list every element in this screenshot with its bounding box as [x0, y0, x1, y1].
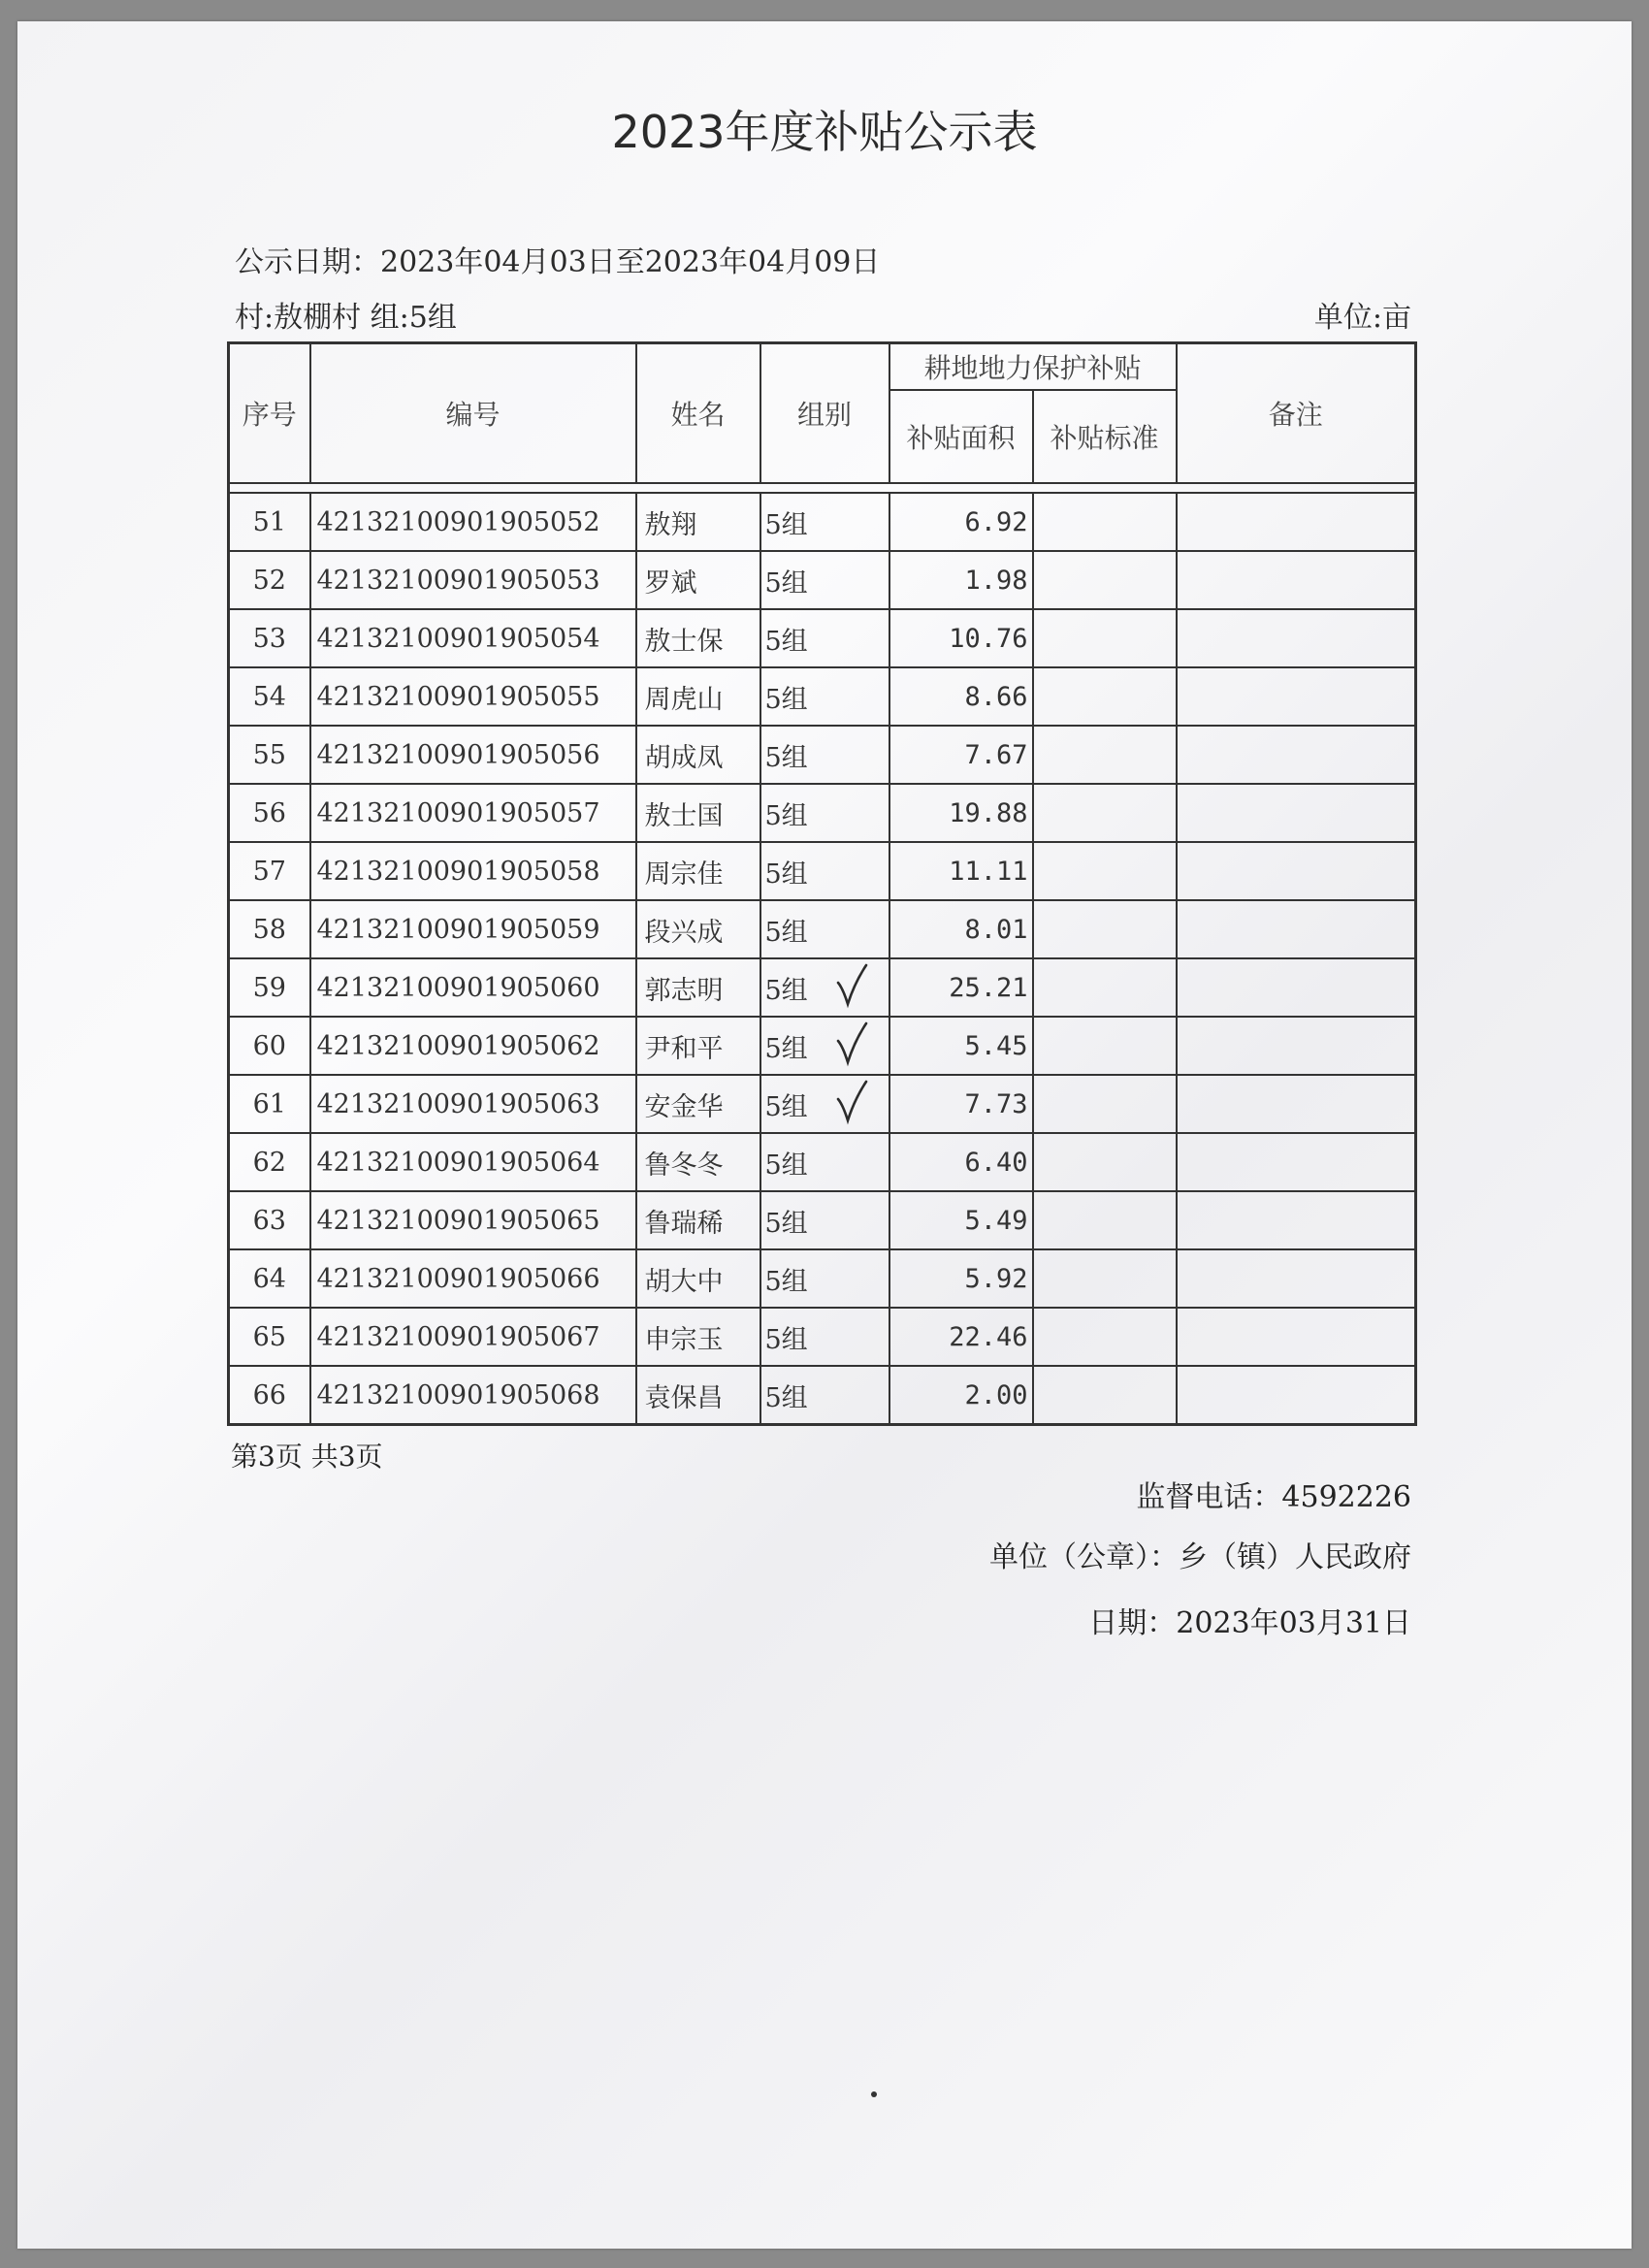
- cell-group: [760, 1075, 889, 1133]
- cell-area-text: 2.00: [964, 1379, 1028, 1410]
- cell-id-text: 42132100901905062: [316, 1030, 600, 1061]
- cell-seq: [229, 1191, 310, 1249]
- cell-seq-text: 66: [252, 1379, 286, 1410]
- cell-area: [889, 1075, 1033, 1133]
- cell-name-text: 胡大中: [644, 1266, 724, 1297]
- cell-remark: [1177, 726, 1416, 784]
- cell-standard: [1033, 900, 1177, 958]
- table-row: [229, 1308, 1416, 1366]
- cell-seq-text: 52: [252, 565, 286, 596]
- cell-id-text: 42132100901905056: [316, 739, 600, 770]
- cell-standard: [1033, 493, 1177, 551]
- cell-area-text: 11.11: [949, 856, 1028, 887]
- cell-group-text: 5组: [764, 742, 808, 773]
- document-title: 2023年度补贴公示表: [611, 106, 1038, 158]
- cell-name-text: 申宗玉: [644, 1324, 724, 1355]
- cell-remark: [1177, 667, 1416, 726]
- cell-standard: [1033, 1308, 1177, 1366]
- cell-area: [889, 667, 1033, 726]
- table-row: [229, 900, 1416, 958]
- cell-area-text: 5.92: [964, 1263, 1028, 1294]
- cell-group-text: 5组: [764, 859, 808, 890]
- cell-name: [636, 1191, 760, 1249]
- cell-remark: [1177, 1366, 1416, 1425]
- cell-seq: [229, 667, 310, 726]
- cell-area: [889, 1017, 1033, 1075]
- cell-name-text: 段兴成: [644, 917, 724, 948]
- village-group-info: 村:敖棚村 组:5组: [235, 301, 457, 335]
- cell-id: [310, 1366, 636, 1425]
- cell-area: [889, 493, 1033, 551]
- cell-id: [310, 1191, 636, 1249]
- header-gap: [229, 483, 1416, 493]
- cell-name: [636, 726, 760, 784]
- cell-seq: [229, 609, 310, 667]
- cell-group: [760, 667, 889, 726]
- cell-group: [760, 726, 889, 784]
- cell-seq-text: 55: [252, 739, 286, 770]
- header-name: 姓名: [636, 343, 760, 484]
- cell-id-text: 42132100901905054: [316, 623, 600, 654]
- cell-area-text: 8.66: [964, 681, 1028, 712]
- cell-id: [310, 900, 636, 958]
- cell-seq-text: 63: [252, 1205, 286, 1236]
- cell-remark: [1177, 900, 1416, 958]
- header-group: 组别: [760, 343, 889, 484]
- cell-seq: [229, 1017, 310, 1075]
- cell-name: [636, 1366, 760, 1425]
- cell-area: [889, 726, 1033, 784]
- checkmark-icon: [835, 961, 868, 1010]
- cell-name-text: 袁保昌: [644, 1382, 724, 1413]
- cell-seq: [229, 1366, 310, 1425]
- table-row: [229, 667, 1416, 726]
- cell-id-text: 42132100901905057: [316, 797, 600, 828]
- cell-remark: [1177, 1075, 1416, 1133]
- cell-seq-text: 51: [252, 506, 286, 537]
- cell-group: [760, 1366, 889, 1425]
- cell-name: [636, 1133, 760, 1191]
- cell-standard: [1033, 1366, 1177, 1425]
- cell-name: [636, 958, 760, 1017]
- subsidy-table: [227, 341, 1417, 1426]
- cell-id: [310, 1308, 636, 1366]
- cell-remark: [1177, 842, 1416, 900]
- cell-area: [889, 784, 1033, 842]
- cell-remark: [1177, 958, 1416, 1017]
- cell-name: [636, 900, 760, 958]
- cell-name-text: 罗斌: [644, 567, 697, 599]
- cell-id: [310, 958, 636, 1017]
- cell-name-text: 安金华: [644, 1091, 724, 1122]
- cell-id: [310, 493, 636, 551]
- cell-area-text: 6.92: [964, 506, 1028, 537]
- cell-name: [636, 1308, 760, 1366]
- cell-group: [760, 1133, 889, 1191]
- cell-id: [310, 784, 636, 842]
- cell-id: [310, 1133, 636, 1191]
- cell-standard: [1033, 842, 1177, 900]
- cell-id-text: 42132100901905066: [316, 1263, 600, 1294]
- cell-name: [636, 1249, 760, 1308]
- cell-standard: [1033, 1191, 1177, 1249]
- cell-area: [889, 1133, 1033, 1191]
- cell-area: [889, 1366, 1033, 1425]
- cell-area-text: 7.73: [964, 1088, 1028, 1119]
- cell-standard: [1033, 784, 1177, 842]
- cell-id-text: 42132100901905067: [316, 1321, 600, 1352]
- cell-id-text: 42132100901905063: [316, 1088, 600, 1119]
- cell-seq-text: 65: [252, 1321, 286, 1352]
- cell-name: [636, 667, 760, 726]
- cell-area: [889, 842, 1033, 900]
- cell-name-text: 胡成凤: [644, 742, 724, 773]
- cell-id-text: 42132100901905064: [316, 1147, 600, 1178]
- cell-group: [760, 1191, 889, 1249]
- cell-group: [760, 900, 889, 958]
- table-row: [229, 551, 1416, 609]
- cell-name: [636, 1075, 760, 1133]
- header-standard: 补贴标准: [1033, 390, 1177, 483]
- cell-group-text: 5组: [764, 1324, 808, 1355]
- checkmark-icon: [835, 1020, 868, 1068]
- cell-area: [889, 958, 1033, 1017]
- cell-group-text: 5组: [764, 1091, 808, 1122]
- cell-standard: [1033, 1075, 1177, 1133]
- table-row: [229, 1075, 1416, 1133]
- cell-standard: [1033, 958, 1177, 1017]
- cell-seq-text: 64: [252, 1263, 286, 1294]
- cell-seq: [229, 493, 310, 551]
- cell-area-text: 5.45: [964, 1030, 1028, 1061]
- cell-id-text: 42132100901905059: [316, 914, 600, 945]
- cell-seq: [229, 1249, 310, 1308]
- cell-area-text: 25.21: [949, 972, 1028, 1003]
- table-row: [229, 1133, 1416, 1191]
- header-id: 编号: [310, 343, 636, 484]
- cell-name-text: 郭志明: [644, 975, 724, 1006]
- cell-id-text: 42132100901905055: [316, 681, 600, 712]
- page-indicator: 第3页 共3页: [231, 1441, 383, 1473]
- cell-remark: [1177, 551, 1416, 609]
- cell-name: [636, 609, 760, 667]
- cell-remark: [1177, 1191, 1416, 1249]
- cell-standard: [1033, 1133, 1177, 1191]
- cell-seq-text: 54: [252, 681, 286, 712]
- cell-group: [760, 1308, 889, 1366]
- header-seq: 序号: [229, 343, 310, 484]
- header-subsidy-group: 耕地地力保护补贴: [889, 343, 1177, 391]
- cell-id-text: 42132100901905065: [316, 1205, 600, 1236]
- cell-group: [760, 493, 889, 551]
- cell-group-text: 5组: [764, 509, 808, 540]
- cell-area: [889, 551, 1033, 609]
- cell-area: [889, 900, 1033, 958]
- scan-speck: [871, 2091, 877, 2097]
- cell-name-text: 周虎山: [644, 684, 724, 715]
- cell-standard: [1033, 726, 1177, 784]
- cell-group-text: 5组: [764, 626, 808, 657]
- cell-group-text: 5组: [764, 1266, 808, 1297]
- cell-area-text: 8.01: [964, 914, 1028, 945]
- cell-name: [636, 784, 760, 842]
- cell-id: [310, 726, 636, 784]
- cell-group: [760, 609, 889, 667]
- cell-area: [889, 1308, 1033, 1366]
- cell-seq-text: 56: [252, 797, 286, 828]
- table-row: [229, 958, 1416, 1017]
- cell-id: [310, 667, 636, 726]
- cell-area-text: 1.98: [964, 565, 1028, 596]
- cell-remark: [1177, 1133, 1416, 1191]
- cell-name: [636, 1017, 760, 1075]
- cell-name-text: 尹和平: [644, 1033, 724, 1064]
- cell-seq: [229, 551, 310, 609]
- table-row: [229, 1249, 1416, 1308]
- unit-label: 单位:亩: [1313, 301, 1411, 335]
- cell-group: [760, 784, 889, 842]
- cell-area-text: 7.67: [964, 739, 1028, 770]
- cell-seq: [229, 784, 310, 842]
- cell-seq-text: 60: [252, 1030, 286, 1061]
- table-row: [229, 1017, 1416, 1075]
- cell-name: [636, 842, 760, 900]
- cell-id-text: 42132100901905053: [316, 565, 600, 596]
- cell-area-text: 6.40: [964, 1147, 1028, 1178]
- cell-group-text: 5组: [764, 917, 808, 948]
- cell-group-text: 5组: [764, 1208, 808, 1239]
- cell-group-text: 5组: [764, 975, 808, 1006]
- cell-name-text: 敖士国: [644, 800, 724, 831]
- cell-id: [310, 609, 636, 667]
- cell-name-text: 鲁瑞稀: [644, 1208, 724, 1239]
- cell-area: [889, 1191, 1033, 1249]
- table-row: [229, 726, 1416, 784]
- cell-area-text: 5.49: [964, 1205, 1028, 1236]
- table-row: [229, 1191, 1416, 1249]
- cell-remark: [1177, 1249, 1416, 1308]
- table-row: [229, 842, 1416, 900]
- cell-id: [310, 551, 636, 609]
- issue-date: 日期：2023年03月31日: [1088, 1606, 1411, 1640]
- official-seal-line: 单位（公章）：乡（镇）人民政府: [989, 1540, 1411, 1574]
- table-row: [229, 784, 1416, 842]
- cell-seq-text: 61: [252, 1088, 286, 1119]
- cell-seq: [229, 1133, 310, 1191]
- cell-name: [636, 493, 760, 551]
- cell-remark: [1177, 493, 1416, 551]
- cell-name-text: 敖翔: [644, 509, 697, 540]
- cell-area-text: 22.46: [949, 1321, 1028, 1352]
- supervision-phone: 监督电话：4592226: [1136, 1480, 1411, 1514]
- cell-standard: [1033, 551, 1177, 609]
- cell-name-text: 周宗佳: [644, 859, 724, 890]
- cell-remark: [1177, 784, 1416, 842]
- cell-seq: [229, 958, 310, 1017]
- cell-area-text: 10.76: [949, 623, 1028, 654]
- header-area: 补贴面积: [889, 390, 1033, 483]
- cell-standard: [1033, 667, 1177, 726]
- cell-name-text: 鲁冬冬: [644, 1150, 724, 1181]
- cell-seq: [229, 1075, 310, 1133]
- cell-seq-text: 58: [252, 914, 286, 945]
- cell-group-text: 5组: [764, 684, 808, 715]
- cell-id: [310, 1075, 636, 1133]
- cell-group: [760, 551, 889, 609]
- cell-id-text: 42132100901905068: [316, 1379, 600, 1410]
- cell-seq-text: 59: [252, 972, 286, 1003]
- cell-id-text: 42132100901905058: [316, 856, 600, 887]
- cell-seq-text: 57: [252, 856, 286, 887]
- cell-remark: [1177, 609, 1416, 667]
- publication-date-range: 公示日期：2023年04月03日至2023年04月09日: [235, 245, 881, 279]
- cell-name-text: 敖士保: [644, 626, 724, 657]
- cell-group-text: 5组: [764, 1033, 808, 1064]
- cell-seq-text: 53: [252, 623, 286, 654]
- cell-group: [760, 958, 889, 1017]
- cell-seq: [229, 1308, 310, 1366]
- table-row: [229, 1366, 1416, 1425]
- table-row: [229, 493, 1416, 551]
- cell-id-text: 42132100901905052: [316, 506, 600, 537]
- cell-area-text: 19.88: [949, 797, 1028, 828]
- cell-group-text: 5组: [764, 1382, 808, 1413]
- cell-group-text: 5组: [764, 800, 808, 831]
- cell-seq: [229, 900, 310, 958]
- cell-remark: [1177, 1308, 1416, 1366]
- cell-id: [310, 842, 636, 900]
- cell-name: [636, 551, 760, 609]
- header-remark: 备注: [1177, 343, 1416, 484]
- cell-standard: [1033, 609, 1177, 667]
- cell-standard: [1033, 1249, 1177, 1308]
- cell-group: [760, 1249, 889, 1308]
- table-row: [229, 609, 1416, 667]
- cell-id-text: 42132100901905060: [316, 972, 600, 1003]
- cell-seq: [229, 726, 310, 784]
- cell-remark: [1177, 1017, 1416, 1075]
- cell-id: [310, 1017, 636, 1075]
- table-body: [229, 493, 1416, 1425]
- cell-standard: [1033, 1017, 1177, 1075]
- cell-group: [760, 842, 889, 900]
- cell-group-text: 5组: [764, 567, 808, 599]
- cell-group: [760, 1017, 889, 1075]
- cell-seq: [229, 842, 310, 900]
- cell-area: [889, 1249, 1033, 1308]
- checkmark-icon: [835, 1078, 868, 1126]
- cell-area: [889, 609, 1033, 667]
- cell-group-text: 5组: [764, 1150, 808, 1181]
- cell-seq-text: 62: [252, 1147, 286, 1178]
- cell-id: [310, 1249, 636, 1308]
